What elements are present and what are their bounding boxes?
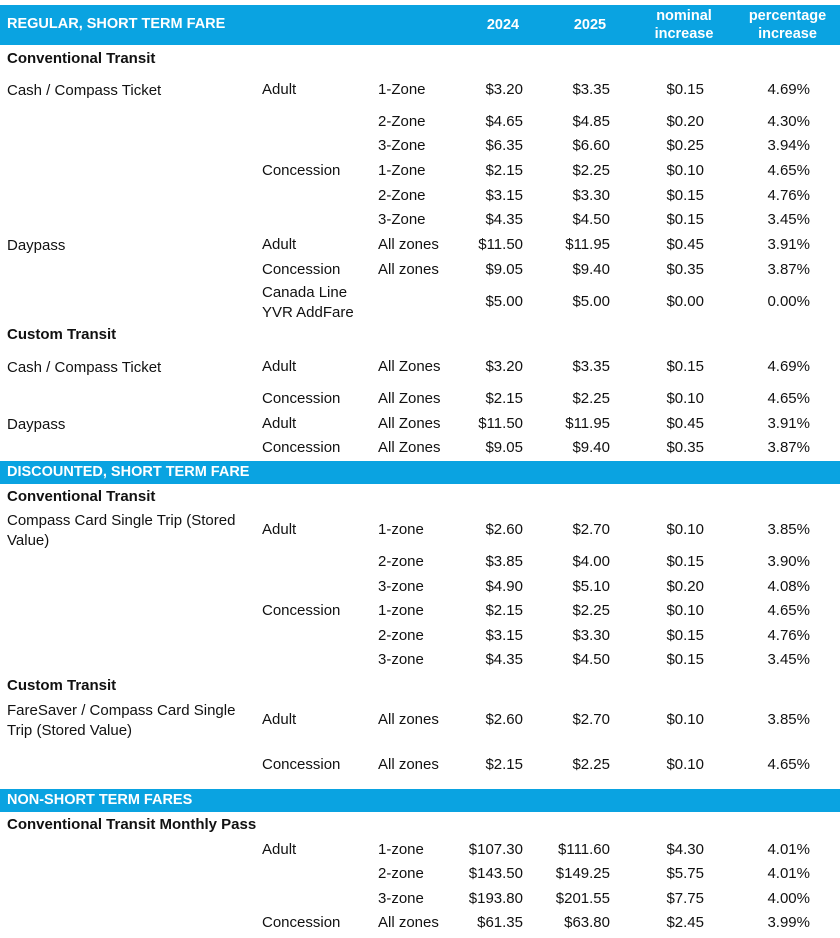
fare-2025: $2.25 <box>572 756 610 773</box>
zone: 1-Zone <box>378 162 426 179</box>
fare-2024: $4.35 <box>485 651 523 668</box>
section-conventional-transit-discounted: Conventional Transit <box>7 488 156 505</box>
percentage-increase: 4.01% <box>767 841 810 858</box>
percentage-increase: 3.45% <box>767 651 810 668</box>
rider-type: Concession <box>262 261 341 278</box>
nominal-increase: $2.45 <box>666 914 704 931</box>
rider-type: Concession <box>262 914 341 931</box>
fare-2025: $2.25 <box>572 162 610 179</box>
fare-2024: $3.15 <box>485 627 523 644</box>
percentage-increase: 3.90% <box>767 553 810 570</box>
zone: All zones <box>378 236 439 253</box>
rider-type: Concession <box>262 439 341 456</box>
fare-2025: $5.10 <box>572 578 610 595</box>
section-conventional-transit: Conventional Transit <box>7 50 156 67</box>
nominal-increase: $0.15 <box>666 651 704 668</box>
nominal-increase: $0.15 <box>666 358 704 375</box>
zone: 3-Zone <box>378 137 426 154</box>
zone: 2-zone <box>378 865 424 882</box>
section-custom-transit-discounted: Custom Transit <box>7 677 117 694</box>
percentage-increase: 3.87% <box>767 439 810 456</box>
fare-name: FareSaver / Compass Card Single Trip (Stored Value) <box>7 702 236 739</box>
fare-2024: $4.90 <box>485 578 523 595</box>
fare-2024: $4.65 <box>485 113 523 130</box>
fare-2024: $2.15 <box>485 602 523 619</box>
rider-type: Concession <box>262 390 341 407</box>
rider-type: Adult <box>262 841 297 858</box>
nominal-increase: $7.75 <box>666 890 704 907</box>
fare-2025: $9.40 <box>572 261 610 278</box>
nominal-increase: $0.20 <box>666 578 704 595</box>
fare-name: Compass Card Single Trip (Stored Value) <box>7 512 236 549</box>
percentage-increase: 4.69% <box>767 81 810 98</box>
fare-2024: $193.80 <box>468 890 523 907</box>
nominal-increase: $0.15 <box>666 187 704 204</box>
percentage-increase: 3.99% <box>767 914 810 931</box>
nominal-increase: $0.10 <box>666 711 704 728</box>
fare-2024: $11.50 <box>478 415 523 432</box>
zone: All Zones <box>378 439 441 456</box>
fare-2024: $5.00 <box>485 293 523 310</box>
nominal-increase: $0.10 <box>666 521 704 538</box>
percentage-increase: 4.00% <box>767 890 810 907</box>
zone: All zones <box>378 261 439 278</box>
nominal-increase: $0.20 <box>666 113 704 130</box>
section-custom-transit: Custom Transit <box>7 326 117 343</box>
percentage-increase: 4.65% <box>767 162 810 179</box>
fare-2025: $9.40 <box>572 439 610 456</box>
zone: All zones <box>378 756 439 773</box>
fare-2024: $9.05 <box>485 261 523 278</box>
zone: 1-zone <box>378 521 424 538</box>
nominal-increase: $0.15 <box>666 627 704 644</box>
fare-2024: $2.15 <box>485 162 523 179</box>
fare-2025: $11.95 <box>565 415 610 432</box>
zone: All Zones <box>378 390 441 407</box>
fare-2025: $63.80 <box>564 914 610 931</box>
band-title-regular: REGULAR, SHORT TERM FARE <box>7 16 226 32</box>
percentage-increase: 4.01% <box>767 865 810 882</box>
zone: 3-zone <box>378 578 424 595</box>
percentage-increase: 4.30% <box>767 113 810 130</box>
percentage-increase: 4.08% <box>767 578 810 595</box>
nominal-increase: $0.35 <box>666 439 704 456</box>
col-head-2024: 2024 <box>486 17 520 33</box>
percentage-increase: 4.65% <box>767 390 810 407</box>
nominal-increase: $0.10 <box>666 602 704 619</box>
zone: All Zones <box>378 415 441 432</box>
rider-type: Concession <box>262 162 341 179</box>
percentage-increase: 3.45% <box>767 211 810 228</box>
fare-2024: $2.15 <box>485 390 523 407</box>
nominal-increase: $0.45 <box>666 415 704 432</box>
rider-type: Adult <box>262 415 297 432</box>
percentage-increase: 0.00% <box>767 293 810 310</box>
band-title-discounted: DISCOUNTED, SHORT TERM FARE <box>7 464 250 480</box>
col-head-2025: 2025 <box>573 17 607 33</box>
fare-2025: $2.25 <box>572 602 610 619</box>
fare-2025: $4.50 <box>572 651 610 668</box>
fare-2025: $4.50 <box>572 211 610 228</box>
percentage-increase: 4.65% <box>767 602 810 619</box>
fare-2024: $3.85 <box>485 553 523 570</box>
percentage-increase: 3.87% <box>767 261 810 278</box>
nominal-increase: $5.75 <box>666 865 704 882</box>
zone: 3-zone <box>378 651 424 668</box>
zone: 2-zone <box>378 553 424 570</box>
fare-2025: $3.35 <box>572 81 610 98</box>
zone: 2-Zone <box>378 187 426 204</box>
fare-2025: $2.70 <box>572 521 610 538</box>
nominal-increase: $0.10 <box>666 162 704 179</box>
fare-2024: $9.05 <box>485 439 523 456</box>
discounted-header-band <box>0 461 840 484</box>
fare-2025: $2.70 <box>572 711 610 728</box>
nominal-increase: $0.10 <box>666 756 704 773</box>
fare-2024: $3.15 <box>485 187 523 204</box>
rider-type: Adult <box>262 236 297 253</box>
nominal-increase: $0.15 <box>666 553 704 570</box>
zone: All zones <box>378 914 439 931</box>
fare-2025: $2.25 <box>572 390 610 407</box>
nominal-increase: $0.15 <box>666 211 704 228</box>
percentage-increase: 4.69% <box>767 358 810 375</box>
nominal-increase: $0.15 <box>666 81 704 98</box>
zone: All zones <box>378 711 439 728</box>
rider-type: Canada Line YVR AddFare <box>262 284 354 321</box>
rider-type: Adult <box>262 521 297 538</box>
rider-type: Concession <box>262 602 341 619</box>
fare-2025: $5.00 <box>572 293 610 310</box>
fare-name: Cash / Compass Ticket <box>7 359 162 376</box>
percentage-increase: 4.76% <box>767 187 810 204</box>
fare-2024: $2.60 <box>485 521 523 538</box>
percentage-increase: 3.85% <box>767 711 810 728</box>
fare-2025: $11.95 <box>565 236 610 253</box>
zone: All Zones <box>378 358 441 375</box>
percentage-increase: 3.91% <box>767 236 810 253</box>
fare-name: Daypass <box>7 237 66 254</box>
fare-2025: $149.25 <box>555 865 610 882</box>
section-monthly-pass: Conventional Transit Monthly Pass <box>7 816 257 833</box>
fare-2025: $3.30 <box>572 627 610 644</box>
nominal-increase: $0.25 <box>666 137 704 154</box>
fare-2025: $3.35 <box>572 358 610 375</box>
nominal-increase: $0.00 <box>666 293 704 310</box>
fare-2024: $11.50 <box>478 236 523 253</box>
nominal-increase: $4.30 <box>666 841 704 858</box>
rider-type: Adult <box>262 81 297 98</box>
fare-2025: $4.85 <box>572 113 610 130</box>
nominal-increase: $0.35 <box>666 261 704 278</box>
fare-2025: $111.60 <box>558 841 610 858</box>
rider-type: Concession <box>262 756 341 773</box>
percentage-increase: 4.76% <box>767 627 810 644</box>
fare-2025: $3.30 <box>572 187 610 204</box>
zone: 1-zone <box>378 841 424 858</box>
zone: 1-zone <box>378 602 424 619</box>
zone: 3-Zone <box>378 211 426 228</box>
zone: 1-Zone <box>378 81 426 98</box>
fare-2024: $3.20 <box>485 81 523 98</box>
zone: 2-Zone <box>378 113 426 130</box>
fare-2024: $2.15 <box>485 756 523 773</box>
fare-2024: $61.35 <box>477 914 523 931</box>
non-short-term-header-band <box>0 789 840 812</box>
col-head-nominal: nominal increase <box>654 8 714 42</box>
percentage-increase: 3.91% <box>767 415 810 432</box>
zone: 2-zone <box>378 627 424 644</box>
rider-type: Adult <box>262 358 297 375</box>
percentage-increase: 3.94% <box>767 137 810 154</box>
fare-2025: $201.55 <box>555 890 610 907</box>
rider-type: Adult <box>262 711 297 728</box>
fare-2025: $4.00 <box>572 553 610 570</box>
fare-2024: $3.20 <box>485 358 523 375</box>
regular-header-band <box>0 5 840 45</box>
fare-name: Daypass <box>7 416 66 433</box>
zone: 3-zone <box>378 890 424 907</box>
percentage-increase: 3.85% <box>767 521 810 538</box>
band-title-non-short: NON-SHORT TERM FARES <box>7 792 193 808</box>
col-head-percentage: percentage increase <box>748 8 827 42</box>
fare-name: Cash / Compass Ticket <box>7 82 162 99</box>
fare-2024: $6.35 <box>485 137 523 154</box>
percentage-increase: 4.65% <box>767 756 810 773</box>
fare-2024: $4.35 <box>485 211 523 228</box>
fare-2024: $107.30 <box>468 841 523 858</box>
fare-2025: $6.60 <box>572 137 610 154</box>
fare-2024: $143.50 <box>468 865 523 882</box>
nominal-increase: $0.10 <box>666 390 704 407</box>
fare-2024: $2.60 <box>485 711 523 728</box>
nominal-increase: $0.45 <box>666 236 704 253</box>
